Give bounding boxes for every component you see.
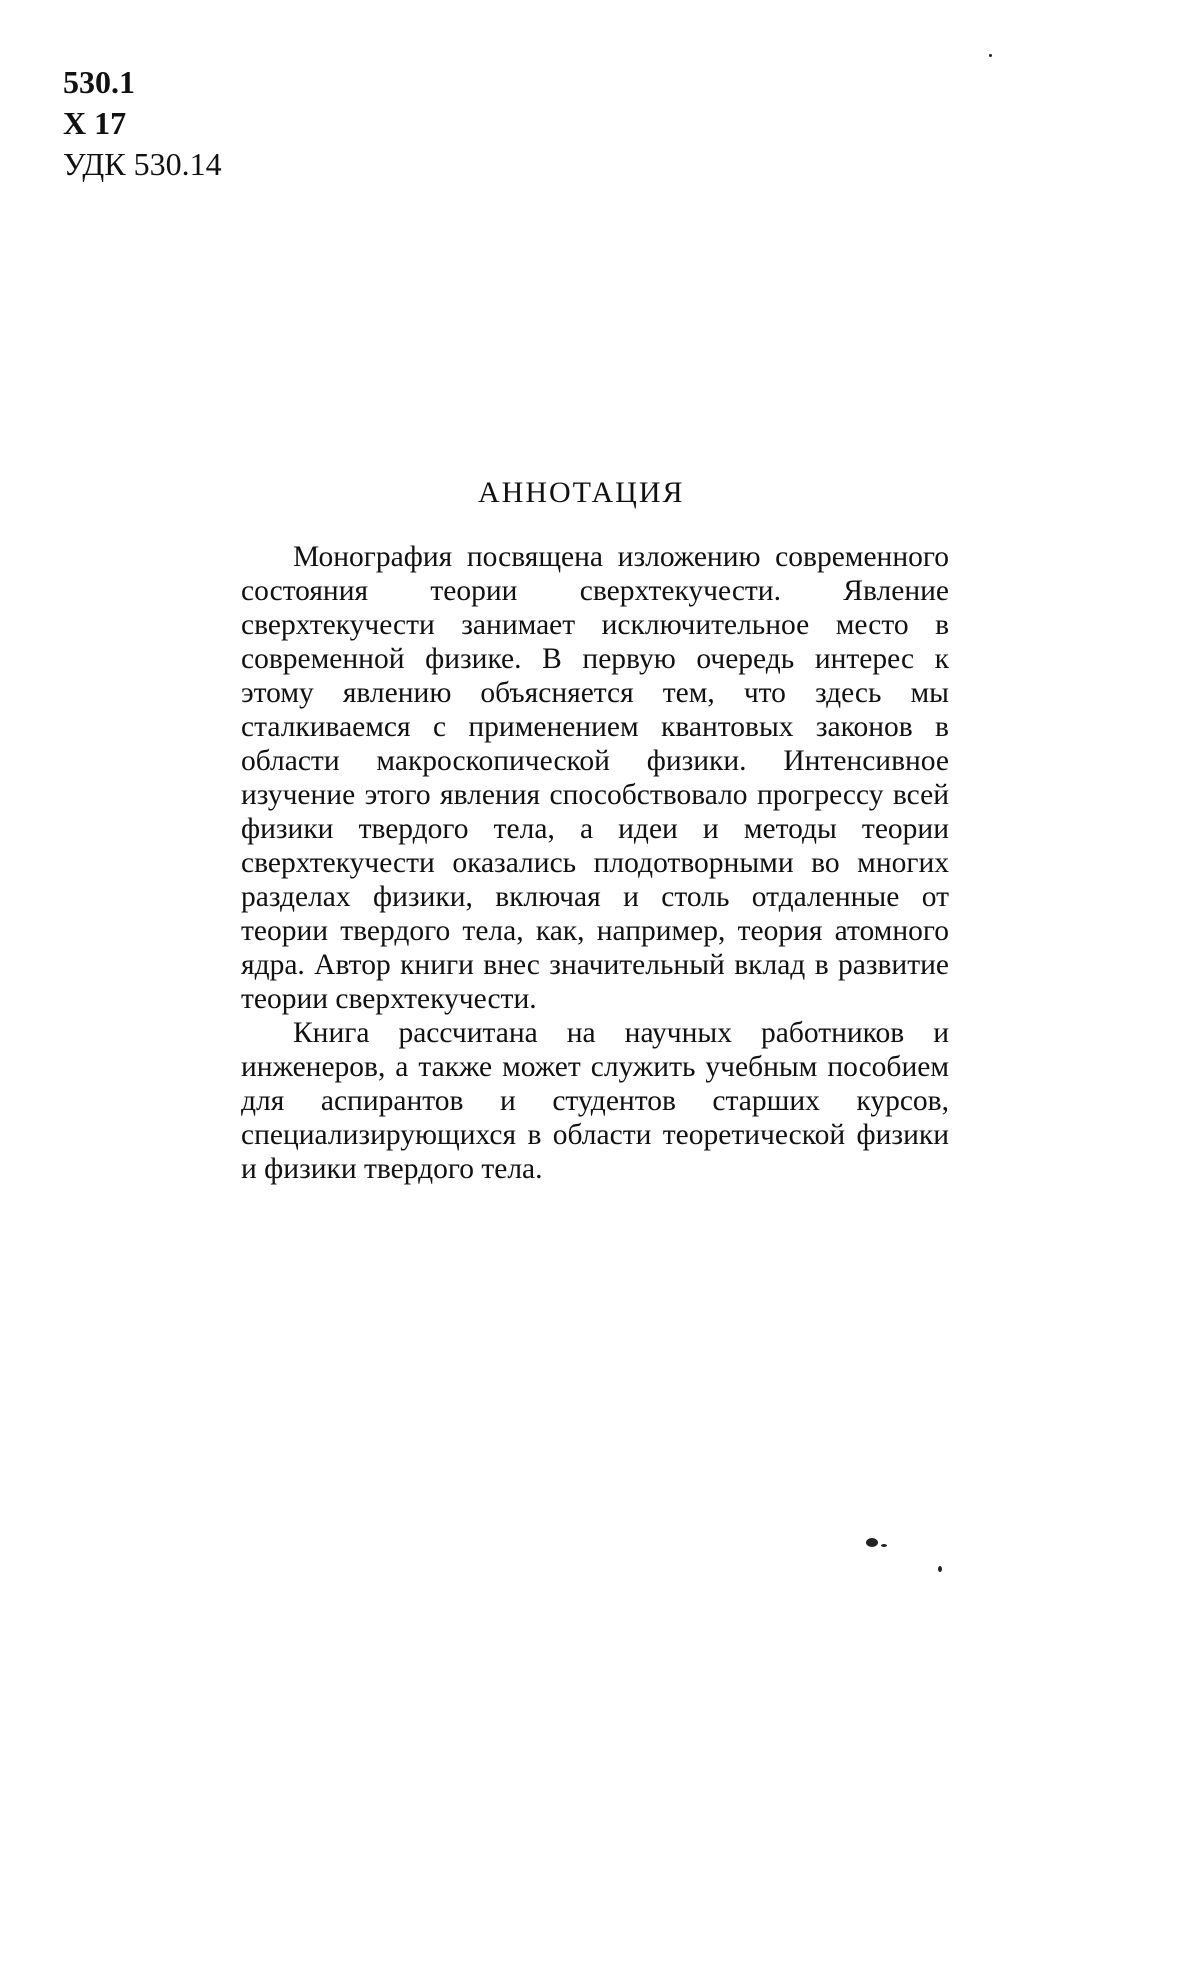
annotation-body bbox=[241, 540, 949, 1186]
udc-code: УДК 530.14 bbox=[63, 144, 222, 185]
annotation-title: АННОТАЦИЯ bbox=[478, 476, 685, 510]
annotation-paragraph: Книга рассчитана на научных работни­ков и инженеров, а также может служить учебным пособием для аспирантов и сту­дентов старших курсов, специализирую­щихся в области теоретической физики и физики твердого тела. bbox=[241, 1016, 949, 1186]
classification-code: 530.1 bbox=[63, 62, 222, 103]
scan-speck bbox=[938, 1566, 942, 1572]
scan-speck bbox=[989, 54, 992, 57]
scan-speck bbox=[881, 1544, 887, 1547]
classification-block bbox=[63, 62, 222, 185]
scan-speck bbox=[866, 1538, 878, 1547]
annotation-paragraph: Монография посвящена изложению со­временного состояния теории сверхтекуче­сти. Явление сверхтекучести занимает исключительное место в современной фи­зике. В первую очередь интерес к этому явлению объясняется тем, что здесь мы сталкиваемся с применением квантовых законов в области макроскопической фи­зики. Интенсивное изучение этого явления способствовало прогрессу всей физики твердого тела, а идеи и методы теории сверхтекучести оказались плодотворными во многих разделах физики, включая и столь отдаленные от теории твердого тела, как, например, теория атомного ядра. Автор книги внес значительный вклад в развитие теории сверхтекучести. bbox=[241, 540, 949, 1016]
author-mark: Х 17 bbox=[63, 103, 222, 144]
